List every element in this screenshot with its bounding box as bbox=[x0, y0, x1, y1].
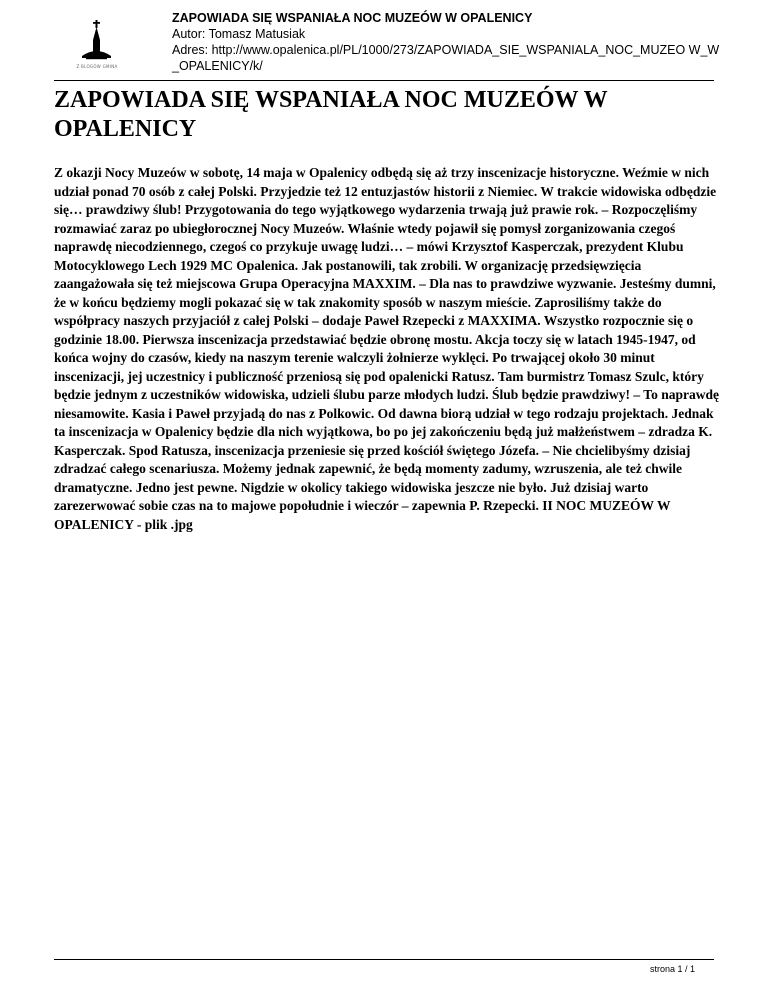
footer-divider bbox=[54, 959, 714, 960]
document-meta bbox=[172, 10, 720, 74]
article-body: Z okazji Nocy Muzeów w sobotę, 14 maja w Opalenicy odbędą się aż trzy inscenizacje historyczne. Weźmie w nich udział ponad 70 osób z całej Polski. Przyjedzie też 12 entuzjastów historii z Niemiec. W trakcie widowiska odbędzie się… prawdziwy ślub! Przygotowania do tego wyjątkowego wydarzenia trwają już prawie rok. – Rozpoczęliśmy rozmawiać zaraz po ubiegłorocznej Nocy Muzeów. Właśnie wtedy pojawił się pomysł zorganizowania czegoś naprawdę niecodziennego, czegoś co przykuje uwagę ludzi… – mówi Krzysztof Kasperczak, prezydent Klubu Motocyklowego Lech 1929 MC Opalenica. Jak postanowili, tak zrobili. W organizację przedsięwzięcia zaangażowała się też miejscowa Grupa Operacyjna MAXXIM. – Dla nas to prawdziwe wyzwanie. Jesteśmy dumni, że w końcu będziemy mogli pokazać się w tak znakomity sposób w naszym mieście. Zaprosiliśmy także do współpracy naszych przyjaciół z całej Polski – dodaje Paweł Rzepecki z MAXXIMA. Wszystko rozpocznie się o godzinie 18.00. Pierwsza inscenizacja przedstawiać będzie obronę mostu. Akcja toczy się w latach 1945-1947, od końca wojny do czasów, kiedy na naszym terenie walczyli żołnierze wyklęci. Po trwającej około 30 minut inscenizacji, jej uczestnicy i publiczność przeniosą się pod opalenicki Ratusz. Tam burmistrz Tomasz Szulc, który będzie jednym z uczestników widowiska, udzieli ślubu parze młodych ludzi. Ślub będzie prawdziwy! – To naprawdę niesamowite. Kasia i Paweł przyjadą do nas z Polkowic. Od dawna biorą udział w tego rodzaju projektach. Jednak ta inscenizacja w Opalenicy będzie dla nich wyjątkowa, bo po jej zakończeniu będą już małżeństwem – zdradza K. Kasperczak. Spod Ratusza, inscenizacja przeniesie się przed kościół świętego Józefa. – Nie chcielibyśmy dzisiaj zdradzać całego scenariusza. Możemy jednak zapewnić, że będą momenty zadumy, wzruszenia, ale też chwile dramatyczne. Jedno jest pewne. Nigdzie w okolicy takiego widowiska jeszcze nie było. Już dzisiaj warto zarezerwować sobie czas na to majowe popołudnie i wieczór – zapewnia P. Rzepecki. II NOC MUZEÓW W OPALENICY - plik .jpg bbox=[54, 165, 719, 532]
church-logo-icon bbox=[74, 16, 120, 64]
header-divider bbox=[54, 80, 714, 81]
address-line[interactable]: Adres: http://www.opalenica.pl/PL/1000/273/ZAPOWIADA_SIE_WSPANIALA_NOC_MUZEO W_W_OPALENICY/k/ bbox=[172, 43, 720, 73]
author-line: Autor: Tomasz Matusiak bbox=[172, 27, 306, 41]
logo bbox=[74, 16, 120, 72]
page-number: strona 1 / 1 bbox=[649, 964, 695, 974]
logo-caption: Z BLOGÓW GMINA bbox=[76, 64, 118, 69]
header-title: ZAPOWIADA SIĘ WSPANIAŁA NOC MUZEÓW W OPALENICY bbox=[172, 11, 533, 25]
page-header bbox=[54, 10, 720, 80]
article-title: ZAPOWIADA SIĘ WSPANIAŁA NOC MUZEÓW W OPALENICY bbox=[54, 87, 608, 142]
